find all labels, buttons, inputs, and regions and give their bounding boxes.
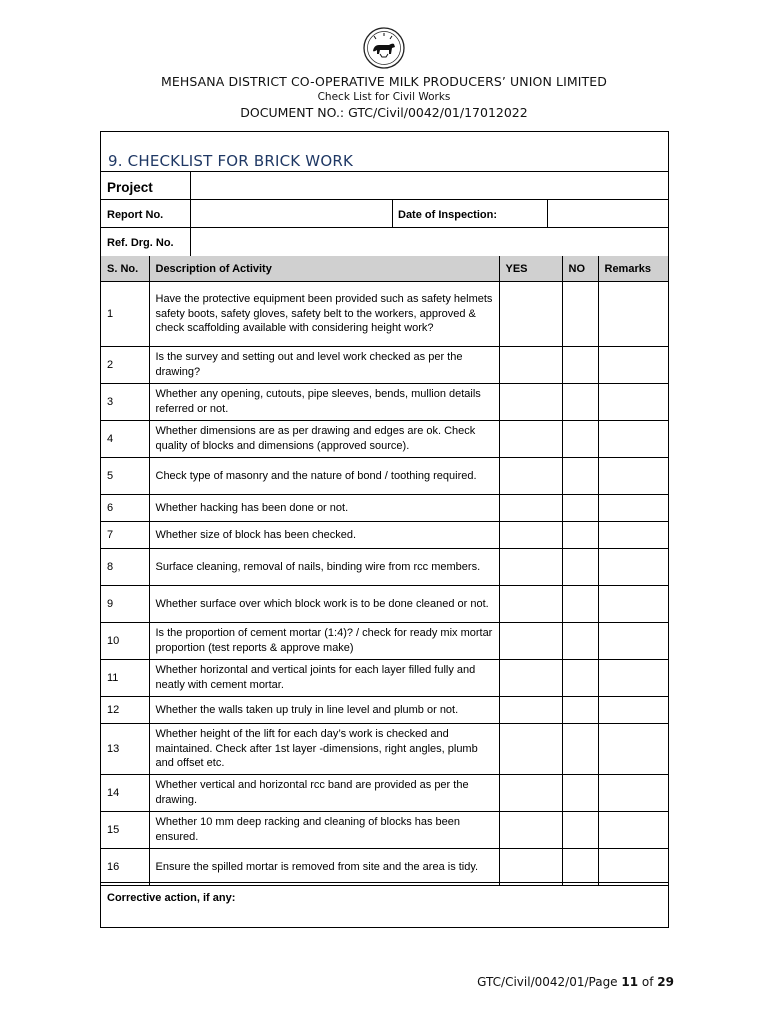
project-field[interactable] [191, 172, 668, 199]
remarks-cell[interactable] [598, 495, 668, 522]
row-description: Whether vertical and horizontal rcc band are provided as per the drawing. [149, 775, 499, 812]
form-title: 9. CHECKLIST FOR BRICK WORK [108, 152, 353, 170]
row-number: 8 [101, 549, 149, 586]
remarks-cell[interactable] [598, 849, 668, 886]
table-row [101, 623, 668, 660]
form-title-bar [101, 132, 668, 172]
row-description: Ensure the spilled mortar is removed from site and the area is tidy. [149, 849, 499, 886]
row-description: Whether horizontal and vertical joints for each layer filled fully and neatly with cement mortar. [149, 660, 499, 697]
yes-cell[interactable] [499, 586, 562, 623]
table-row [101, 549, 668, 586]
table-row [101, 660, 668, 697]
corrective-action-label: Corrective action, if any: [107, 892, 236, 904]
row-description: Have the protective equipment been provided such as safety helmets safety boots, safety gloves, safety belt to the workers, approved & check scaffolding available with considering height work? [149, 282, 499, 347]
yes-cell[interactable] [499, 549, 562, 586]
table-row [101, 586, 668, 623]
row-number: 5 [101, 458, 149, 495]
footer-prefix: GTC/Civil/0042/01/Page [477, 975, 622, 989]
row-description: Surface cleaning, removal of nails, binding wire from rcc members. [149, 549, 499, 586]
union-logo [362, 26, 406, 70]
row-number: 3 [101, 384, 149, 421]
remarks-cell[interactable] [598, 697, 668, 724]
no-cell[interactable] [562, 623, 598, 660]
yes-cell[interactable] [499, 812, 562, 849]
yes-cell[interactable] [499, 522, 562, 549]
remarks-cell[interactable] [598, 458, 668, 495]
row-description: Is the survey and setting out and level work checked as per the drawing? [149, 347, 499, 384]
yes-cell[interactable] [499, 623, 562, 660]
no-cell[interactable] [562, 522, 598, 549]
page-footer [477, 975, 674, 989]
table-header-row [101, 256, 668, 282]
remarks-cell[interactable] [598, 775, 668, 812]
remarks-cell[interactable] [598, 384, 668, 421]
remarks-cell[interactable] [598, 282, 668, 347]
remarks-cell[interactable] [598, 623, 668, 660]
row-number: 14 [101, 775, 149, 812]
remarks-cell[interactable] [598, 812, 668, 849]
row-number: 4 [101, 421, 149, 458]
yes-cell[interactable] [499, 384, 562, 421]
report-row [101, 200, 668, 228]
date-of-inspection-label: Date of Inspection: [398, 209, 498, 221]
row-number: 9 [101, 586, 149, 623]
table-row [101, 384, 668, 421]
checklist-form [100, 131, 669, 928]
row-number: 13 [101, 724, 149, 775]
col-sno: S. No. [101, 256, 149, 282]
ref-drg-row [101, 228, 668, 256]
row-description: Whether 10 mm deep racking and cleaning of blocks has been ensured. [149, 812, 499, 849]
project-row [101, 172, 668, 200]
row-number: 7 [101, 522, 149, 549]
row-description: Whether dimensions are as per drawing and edges are ok. Check quality of blocks and dimensions (approved source). [149, 421, 499, 458]
no-cell[interactable] [562, 384, 598, 421]
yes-cell[interactable] [499, 458, 562, 495]
row-number: 1 [101, 282, 149, 347]
table-row [101, 697, 668, 724]
col-remarks: Remarks [598, 256, 668, 282]
table-row [101, 421, 668, 458]
table-row [101, 775, 668, 812]
table-bottom-line [101, 882, 668, 883]
row-description: Whether hacking has been done or not. [149, 495, 499, 522]
no-cell[interactable] [562, 724, 598, 775]
yes-cell[interactable] [499, 724, 562, 775]
row-number: 11 [101, 660, 149, 697]
remarks-cell[interactable] [598, 522, 668, 549]
report-no-label: Report No. [107, 209, 164, 221]
remarks-cell[interactable] [598, 724, 668, 775]
yes-cell[interactable] [499, 697, 562, 724]
organization-name: MEHSANA DISTRICT CO-OPERATIVE MILK PRODUCERS’ UNION LIMITED [161, 74, 607, 89]
footer-page-number: 11 [621, 975, 639, 989]
no-cell[interactable] [562, 347, 598, 384]
row-number: 6 [101, 495, 149, 522]
table-row [101, 849, 668, 886]
no-cell[interactable] [562, 812, 598, 849]
col-no: NO [562, 256, 598, 282]
yes-cell[interactable] [499, 775, 562, 812]
no-cell[interactable] [562, 849, 598, 886]
no-cell[interactable] [562, 458, 598, 495]
col-description: Description of Activity [149, 256, 499, 282]
yes-cell[interactable] [499, 495, 562, 522]
no-cell[interactable] [562, 775, 598, 812]
date-of-inspection-field[interactable] [548, 200, 668, 227]
remarks-cell[interactable] [598, 586, 668, 623]
row-description: Whether height of the lift for each day’s work is checked and maintained. Check after 1st layer -dimensions, right angles, plumb and offset etc. [149, 724, 499, 775]
remarks-cell[interactable] [598, 660, 668, 697]
table-row [101, 282, 668, 347]
yes-cell[interactable] [499, 660, 562, 697]
row-description: Whether size of block has been checked. [149, 522, 499, 549]
remarks-cell[interactable] [598, 549, 668, 586]
table-row [101, 812, 668, 849]
no-cell[interactable] [562, 495, 598, 522]
table-row [101, 522, 668, 549]
checklist-table [101, 256, 668, 886]
document-number: DOCUMENT NO.: GTC/Civil/0042/01/17012022 [240, 105, 528, 120]
row-number: 12 [101, 697, 149, 724]
ref-drg-no-label: Ref. Drg. No. [107, 237, 174, 249]
row-description: Whether surface over which block work is to be done cleaned or not. [149, 586, 499, 623]
no-cell[interactable] [562, 586, 598, 623]
row-number: 15 [101, 812, 149, 849]
no-cell[interactable] [562, 421, 598, 458]
yes-cell[interactable] [499, 849, 562, 886]
yes-cell[interactable] [499, 347, 562, 384]
row-description: Check type of masonry and the nature of bond / toothing required. [149, 458, 499, 495]
col-yes: YES [499, 256, 562, 282]
corrective-action-field[interactable] [101, 907, 668, 927]
no-cell[interactable] [562, 282, 598, 347]
table-row [101, 347, 668, 384]
no-cell[interactable] [562, 697, 598, 724]
row-number: 16 [101, 849, 149, 886]
report-no-field[interactable] [191, 200, 391, 227]
row-description: Whether the walls taken up truly in line level and plumb or not. [149, 697, 499, 724]
footer-of: of [638, 975, 658, 989]
document-subtitle: Check List for Civil Works [317, 91, 451, 103]
row-number: 2 [101, 347, 149, 384]
row-description: Whether any opening, cutouts, pipe sleeves, bends, mullion details referred or not. [149, 384, 499, 421]
ref-drg-no-field[interactable] [191, 228, 668, 256]
footer-total-pages: 29 [657, 975, 674, 989]
project-label: Project [107, 180, 153, 195]
yes-cell[interactable] [499, 421, 562, 458]
yes-cell[interactable] [499, 282, 562, 347]
table-row [101, 724, 668, 775]
remarks-cell[interactable] [598, 347, 668, 384]
row-number: 10 [101, 623, 149, 660]
no-cell[interactable] [562, 549, 598, 586]
no-cell[interactable] [562, 660, 598, 697]
row-description: Is the proportion of cement mortar (1:4)? / check for ready mix mortar proportion (test reports & approve make) [149, 623, 499, 660]
table-row [101, 458, 668, 495]
table-row [101, 495, 668, 522]
remarks-cell[interactable] [598, 421, 668, 458]
